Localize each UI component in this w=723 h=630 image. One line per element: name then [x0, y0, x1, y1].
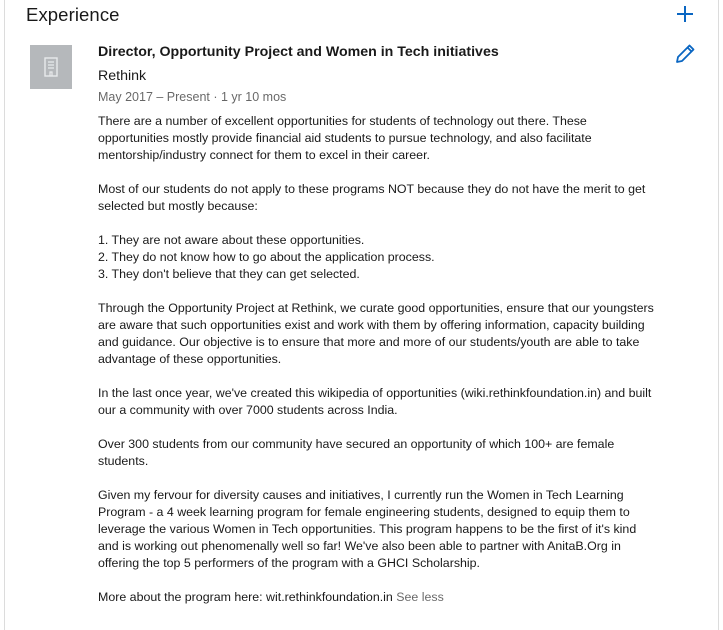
- description-paragraph: Given my fervour for diversity causes and initiatives, I currently run the Women in Tech Learning Program - a 4 week learning program for female engineering students, designed to equip them to leverage the various Women in Tech opportunities. This program happens to be the first of it's kind and is working out phenomenally well so far! We've also been able to partner with AnitaB.Org in offering the top 5 performers of the program with a GHCI Scholarship.: [98, 488, 637, 570]
- job-description: [98, 113, 658, 606]
- duration: 1 yr 10 mos: [220, 90, 287, 104]
- description-paragraph: Over 300 students from our community have secured an opportunity of which 100+ are female students.: [98, 437, 615, 468]
- description-paragraph: There are a number of excellent opportunities for students of technology out there. These opportunities mostly provide financial aid students to pursue technology, and also facilitate mentorship/industry connect for them to excel in their career.: [98, 114, 592, 162]
- job-title[interactable]: Director, Opportunity Project and Women in Tech initiatives: [98, 44, 499, 60]
- description-paragraph: Through the Opportunity Project at Rethink, we curate good opportunities, ensure that our youngsters are aware that such opportunities exist and work with them by offering information, capacity building and guidance. Our objective is to ensure that more and more of our students/youth are able to take advantage of these opportunities.: [98, 301, 654, 366]
- company-logo[interactable]: [30, 45, 72, 89]
- date-range: [98, 90, 286, 104]
- date-separator: ·: [209, 90, 221, 104]
- edit-experience-button[interactable]: [673, 42, 697, 66]
- description-paragraph: Most of our students do not apply to these programs NOT because they do not have the merit to get selected but mostly because:: [98, 182, 646, 213]
- plus-icon: [673, 2, 697, 26]
- building-icon: [43, 57, 59, 77]
- description-last-paragraph: [98, 589, 658, 606]
- company-name[interactable]: Rethink: [98, 68, 147, 84]
- pencil-icon: [673, 42, 697, 66]
- date-range-text: May 2017 – Present: [98, 90, 210, 104]
- description-paragraph: 1. They are not aware about these opportunities. 2. They do not know how to go about the application process. 3. They don't believe that they can get selected.: [98, 233, 435, 281]
- see-less-button[interactable]: See less: [396, 590, 444, 604]
- section-title: Experience: [26, 4, 120, 25]
- description-paragraph: In the last once year, we've created this wikipedia of opportunities (wiki.rethinkfoundation.in) and built our a community with over 7000 students across India.: [98, 386, 652, 417]
- program-link-text: More about the program here: wit.rethinkfoundation.in: [98, 590, 393, 604]
- add-experience-button[interactable]: [673, 2, 697, 26]
